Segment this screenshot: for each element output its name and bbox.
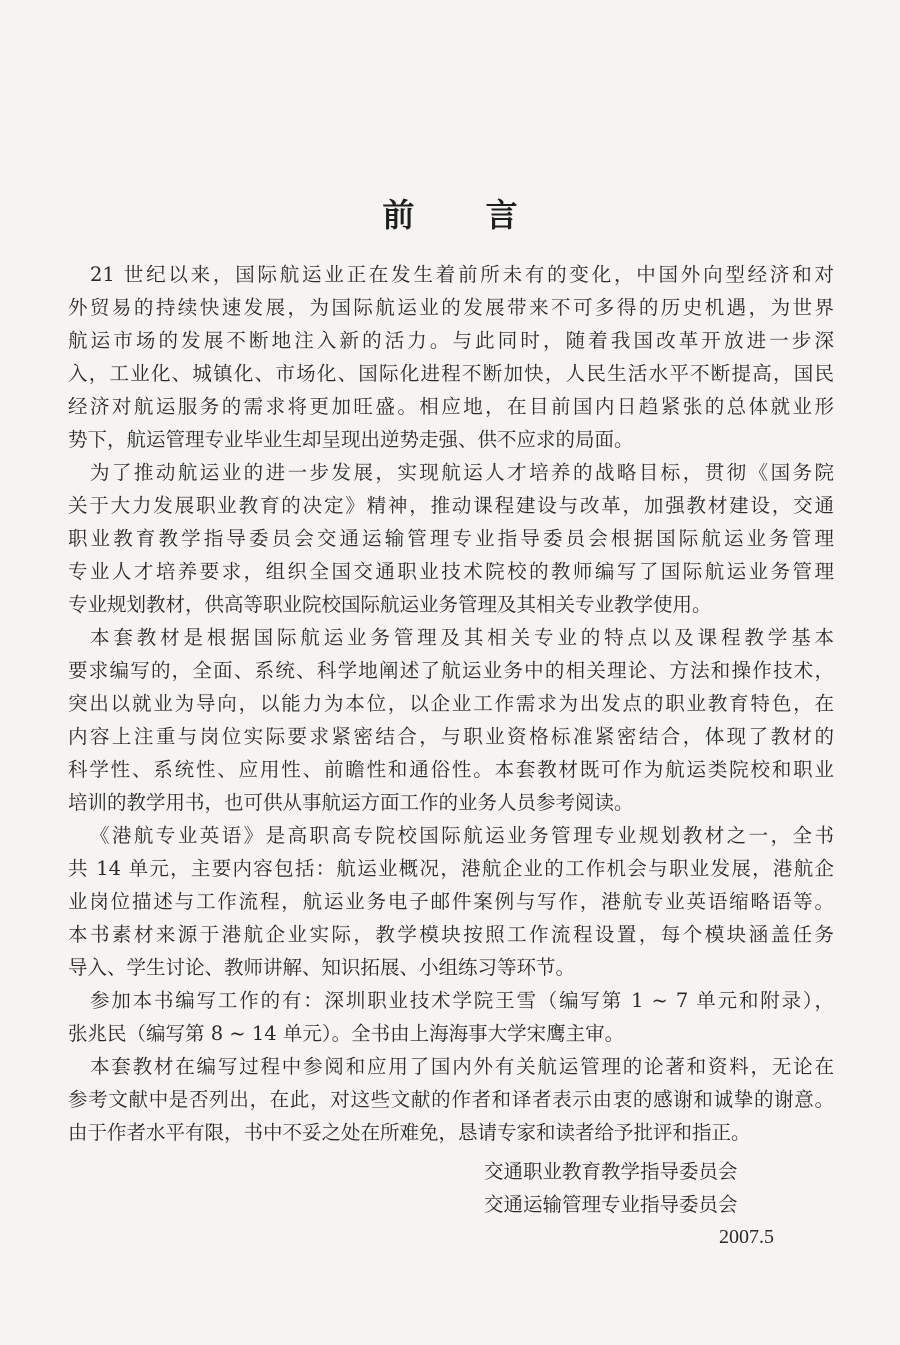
paragraph-line: 培训的教学用书，也可供从事航运方面工作的业务人员参考阅读。	[68, 791, 634, 814]
paragraph	[68, 621, 834, 819]
signature-block	[484, 1155, 774, 1254]
paragraph	[68, 258, 834, 456]
paragraph-line: 张兆民（编写第 8 ~ 14 单元）。全书由上海海事大学宋鹰主审。	[68, 1022, 625, 1045]
paragraph-line: 参考文献中是否列出，在此，对这些文献的作者和译者表示由衷的感谢和诚挚的谢意。	[68, 1088, 834, 1111]
paragraph	[68, 1050, 834, 1149]
paragraph-line: 内容上注重与岗位实际要求紧密结合，与职业资格标准紧密结合，体现了教材的	[68, 725, 834, 748]
paragraph	[68, 984, 834, 1050]
paragraph-line: 由于作者水平有限，书中不妥之处在所难免，恳请专家和读者给予批评和指正。	[68, 1121, 751, 1144]
paragraph-line: 职业教育教学指导委员会交通运输管理专业指导委员会根据国际航运业务管理	[68, 527, 834, 550]
paragraph-line: 共 14 单元，主要内容包括：航运业概况，港航企业的工作机会与职业发展，港航企	[68, 857, 834, 880]
paragraph-line: 参加本书编写工作的有：深圳职业技术学院王雪（编写第 1 ~ 7 单元和附录），	[90, 989, 834, 1012]
paragraph-line: 本套教材是根据国际航运业务管理及其相关专业的特点以及课程教学基本	[90, 626, 834, 649]
paragraph-line: 本套教材在编写过程中参阅和应用了国内外有关航运管理的论著和资料，无论在	[90, 1055, 834, 1078]
signature-org-2: 交通运输管理专业指导委员会	[484, 1193, 738, 1216]
paragraph-line: 势下，航运管理专业毕业生却呈现出逆势走强、供不应求的局面。	[68, 428, 634, 451]
paragraph-line: 关于大力发展职业教育的决定》精神，推动课程建设与改革，加强教材建设，交通	[68, 494, 834, 517]
paragraph-line: 要求编写的，全面、系统、科学地阐述了航运业务中的相关理论、方法和操作技术，	[68, 659, 834, 682]
preface-body	[68, 258, 834, 1149]
paragraph-line: 经济对航运服务的需求将更加旺盛。相应地，在目前国内日趋紧张的总体就业形	[68, 395, 834, 418]
paragraph-line: 《港航专业英语》是高职高专院校国际航运业务管理专业规划教材之一，全书	[90, 824, 834, 847]
page-title: 前 言	[382, 196, 548, 234]
paragraph-line: 外贸易的持续快速发展，为国际航运业的发展带来不可多得的历史机遇，为世界	[68, 296, 834, 319]
paragraph-line: 本书素材来源于港航企业实际，教学模块按照工作流程设置，每个模块涵盖任务	[68, 923, 834, 946]
paragraph	[68, 819, 834, 984]
paragraph-line: 专业规划教材，供高等职业院校国际航运业务管理及其相关专业教学使用。	[68, 593, 712, 616]
paragraph-line: 航运市场的发展不断地注入新的活力。与此同时，随着我国改革开放进一步深	[68, 329, 834, 352]
paragraph-line: 21 世纪以来，国际航运业正在发生着前所未有的变化，中国外向型经济和对	[90, 263, 834, 286]
signature-org-1: 交通职业教育教学指导委员会	[484, 1160, 738, 1183]
paragraph-line: 业岗位描述与工作流程，航运业务电子邮件案例与写作，港航专业英语缩略语等。	[68, 890, 834, 913]
paragraph-line: 突出以就业为导向，以能力为本位，以企业工作需求为出发点的职业教育特色，在	[68, 692, 834, 715]
paragraph-line: 导入、学生讨论、教师讲解、知识拓展、小组练习等环节。	[68, 956, 576, 979]
paragraph-line: 科学性、系统性、应用性、前瞻性和通俗性。本套教材既可作为航运类院校和职业	[68, 758, 834, 781]
paragraph-line: 为了推动航运业的进一步发展，实现航运人才培养的战略目标，贯彻《国务院	[90, 461, 834, 484]
paragraph	[68, 456, 834, 621]
paragraph-line: 专业人才培养要求，组织全国交通职业技术院校的教师编写了国际航运业务管理	[68, 560, 834, 583]
paragraph-line: 入，工业化、城镇化、市场化、国际化进程不断加快，人民生活水平不断提高，国民	[68, 362, 834, 385]
signature-date: 2007.5	[719, 1226, 774, 1248]
